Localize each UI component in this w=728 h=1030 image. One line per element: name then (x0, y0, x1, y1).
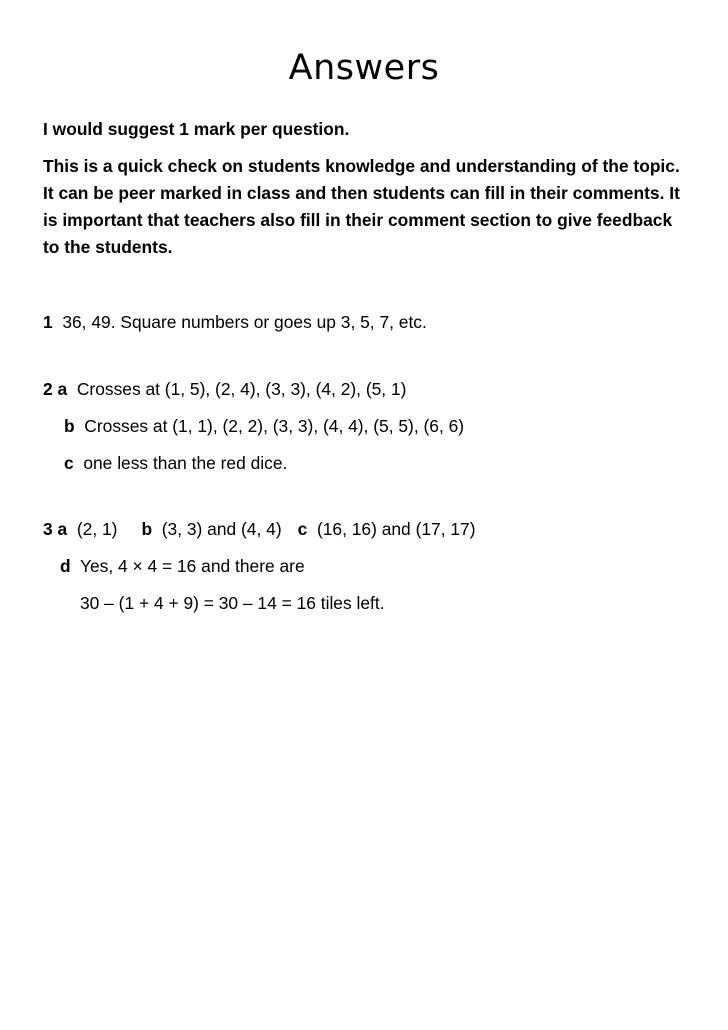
q2b-label: b (64, 416, 75, 436)
answer-q2c (64, 451, 287, 475)
q3-number: 3 (43, 519, 53, 539)
answer-q2a (43, 377, 406, 401)
answer-q3abc (43, 517, 476, 541)
q3d-label: d (60, 556, 71, 576)
answer-q2b (64, 414, 464, 438)
q3c-label: c (297, 519, 308, 539)
q3a-text: (2, 1) (76, 519, 118, 539)
answer-q3d-line1 (60, 554, 305, 578)
q3c-text: (16, 16) and (17, 17) (316, 519, 476, 539)
q2c-label: c (64, 453, 74, 473)
q1-text: 36, 49. Square numbers or goes up 3, 5, 7, etc. (62, 312, 427, 332)
answer-q3d-line2 (80, 591, 385, 615)
page-title: Answers (288, 48, 440, 88)
q2c-text: one less than the red dice. (83, 453, 288, 473)
q2b-text: Crosses at (1, 1), (2, 2), (3, 3), (4, 4), (5, 5), (6, 6) (84, 416, 465, 436)
intro-paragraph: This is a quick check on students knowledge and understanding of the topic. It can be peer marked in class and then students can fill in their comments. It is important that teachers also fill in their comment section to give feedback to the students. (43, 156, 680, 257)
q3b-label: b (141, 519, 153, 539)
q3d-text-line1: Yes, 4 × 4 = 16 and there are (79, 556, 305, 576)
q3d-text-line2: 30 – (1 + 4 + 9) = 30 – 14 = 16 tiles left. (80, 593, 385, 613)
q2a-text: Crosses at (1, 5), (2, 4), (3, 3), (4, 2), (5, 1) (76, 379, 407, 399)
q3a-label: a (57, 519, 68, 539)
mark-note: I would suggest 1 mark per question. (43, 119, 350, 139)
q3b-text: (3, 3) and (4, 4) (161, 519, 282, 539)
q2a-label: a (57, 379, 68, 399)
q2-number: 2 (43, 379, 53, 399)
answer-q1 (43, 310, 427, 334)
q1-number: 1 (43, 312, 53, 332)
